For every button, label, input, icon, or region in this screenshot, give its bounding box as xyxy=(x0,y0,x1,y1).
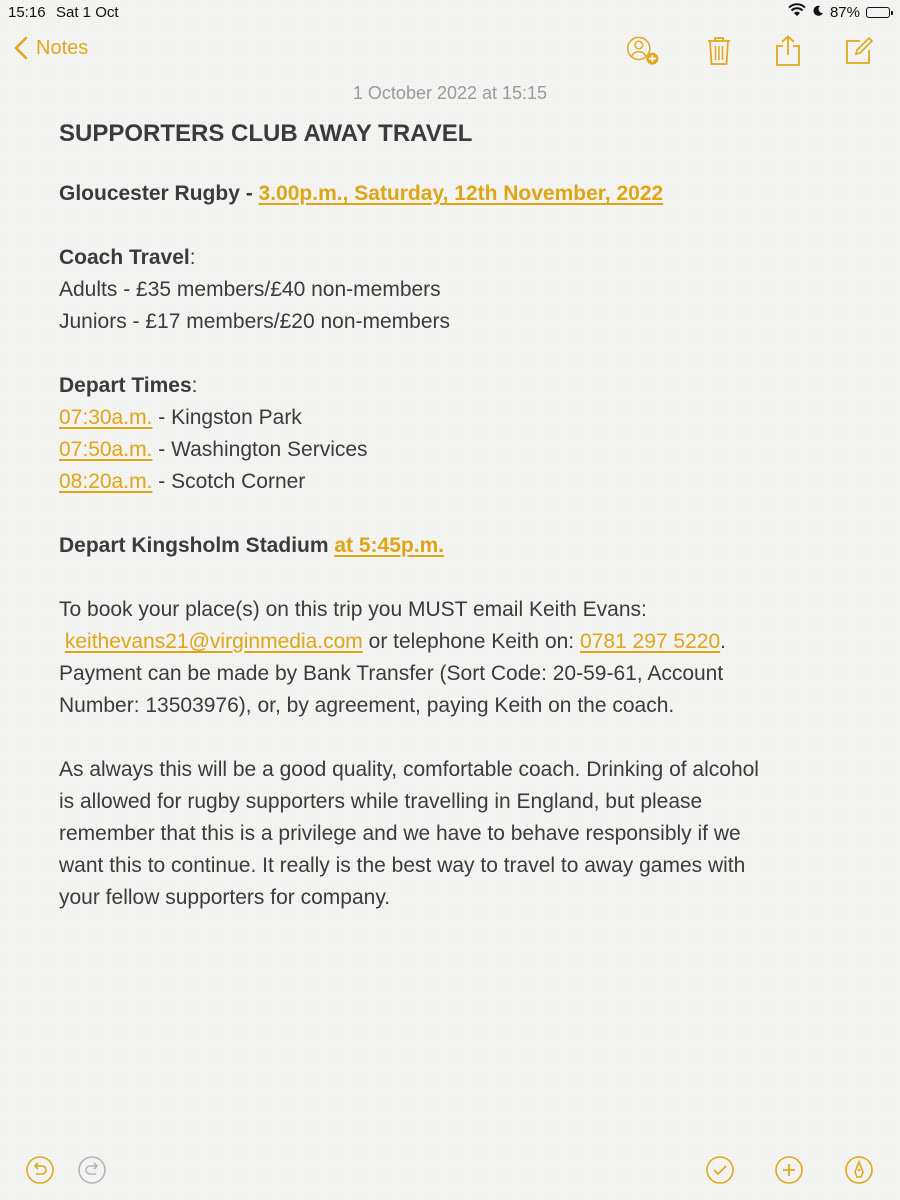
checklist-button[interactable] xyxy=(702,1152,738,1188)
phone-text: or telephone Keith on: xyxy=(362,630,580,653)
status-bar xyxy=(0,0,900,26)
coach-heading: Coach Travel xyxy=(59,246,190,269)
status-right xyxy=(788,3,890,21)
closing-line: want this to continue. It really is the best way to travel to away games with xyxy=(59,854,746,877)
add-person-button[interactable] xyxy=(626,34,660,68)
booking-line-1: To book your place(s) on this trip you MUST email Keith Evans: xyxy=(59,598,647,621)
share-icon xyxy=(775,35,801,67)
battery-icon xyxy=(866,7,890,18)
redo-button[interactable] xyxy=(74,1152,110,1188)
closing-line: is allowed for rugby supporters while travelling in England, but please xyxy=(59,790,703,813)
depart-place: - Scotch Corner xyxy=(152,470,306,493)
depart-row xyxy=(59,434,859,466)
depart-time-link[interactable]: 07:50a.m. xyxy=(59,438,153,461)
depart-place: - Washington Services xyxy=(152,438,368,461)
note-timestamp: 1 October 2022 at 15:15 xyxy=(352,83,548,103)
wifi-icon xyxy=(788,3,806,21)
back-label: Notes xyxy=(36,36,89,59)
depart-row xyxy=(59,466,859,498)
depart-time-link[interactable]: 08:20a.m. xyxy=(59,470,153,493)
bottom-toolbar xyxy=(0,1152,900,1192)
battery-percent: 87% xyxy=(829,3,860,21)
closing-line: your fellow supporters for company. xyxy=(59,886,391,909)
add-icon xyxy=(774,1155,804,1185)
status-time: 15:16 xyxy=(8,4,46,21)
markup-icon xyxy=(844,1155,874,1185)
depart-heading: Depart Times xyxy=(59,374,192,397)
status-date: Sat 1 Oct xyxy=(56,4,119,21)
share-button[interactable] xyxy=(771,34,805,68)
phone-link[interactable]: 0781 297 5220 xyxy=(579,630,721,653)
return-label: Depart Kingsholm Stadium xyxy=(59,534,329,557)
add-person-icon xyxy=(626,33,660,69)
booking-line-3: Payment can be made by Bank Transfer (Sort Code: 20-59-61, Account xyxy=(59,662,724,685)
undo-icon xyxy=(25,1155,55,1185)
compose-icon xyxy=(844,36,874,66)
note-title: SUPPORTERS CLUB AWAY TRAVEL xyxy=(59,120,473,147)
juniors-price: Juniors - £17 members/£20 non-members xyxy=(59,310,451,333)
depart-heading-line xyxy=(59,370,859,402)
closing-line: remember that this is a privilege and we have to behave responsibly if we xyxy=(59,822,741,845)
markup-button[interactable] xyxy=(841,1152,877,1188)
back-chevron-icon xyxy=(14,36,28,60)
booking-period: . xyxy=(720,630,726,653)
depart-time-link[interactable]: 07:30a.m. xyxy=(59,406,153,429)
fixture-datetime-link[interactable]: 3.00p.m., Saturday, 12th November, 2022 xyxy=(258,182,664,205)
trash-icon xyxy=(706,36,732,66)
return-time-link[interactable]: at 5:45p.m. xyxy=(334,534,445,557)
fixture-team: Gloucester Rugby xyxy=(59,182,240,205)
checklist-icon xyxy=(705,1155,735,1185)
note-body[interactable] xyxy=(59,114,859,914)
undo-button[interactable] xyxy=(22,1152,58,1188)
fixture-separator: - xyxy=(239,182,259,205)
redo-icon xyxy=(77,1155,107,1185)
depart-place: - Kingston Park xyxy=(152,406,302,429)
back-button[interactable] xyxy=(14,36,88,60)
coach-heading-line xyxy=(59,242,859,274)
adults-price: Adults - £35 members/£40 non-members xyxy=(59,278,441,301)
depart-colon: : xyxy=(191,374,198,397)
booking-line-2 xyxy=(59,626,859,658)
add-button[interactable] xyxy=(771,1152,807,1188)
email-link[interactable]: keithevans21@virginmedia.com xyxy=(64,630,363,653)
compose-button[interactable] xyxy=(842,34,876,68)
delete-button[interactable] xyxy=(702,34,736,68)
do-not-disturb-icon xyxy=(812,4,824,21)
nav-bar xyxy=(0,30,900,76)
fixture-line xyxy=(59,178,859,210)
coach-colon: : xyxy=(189,246,196,269)
booking-line-4: Number: 13503976), or, by agreement, paying Keith on the coach. xyxy=(59,694,675,717)
depart-row xyxy=(59,402,859,434)
closing-line: As always this will be a good quality, comfortable coach. Drinking of alcohol xyxy=(59,758,759,781)
return-line xyxy=(59,530,859,562)
